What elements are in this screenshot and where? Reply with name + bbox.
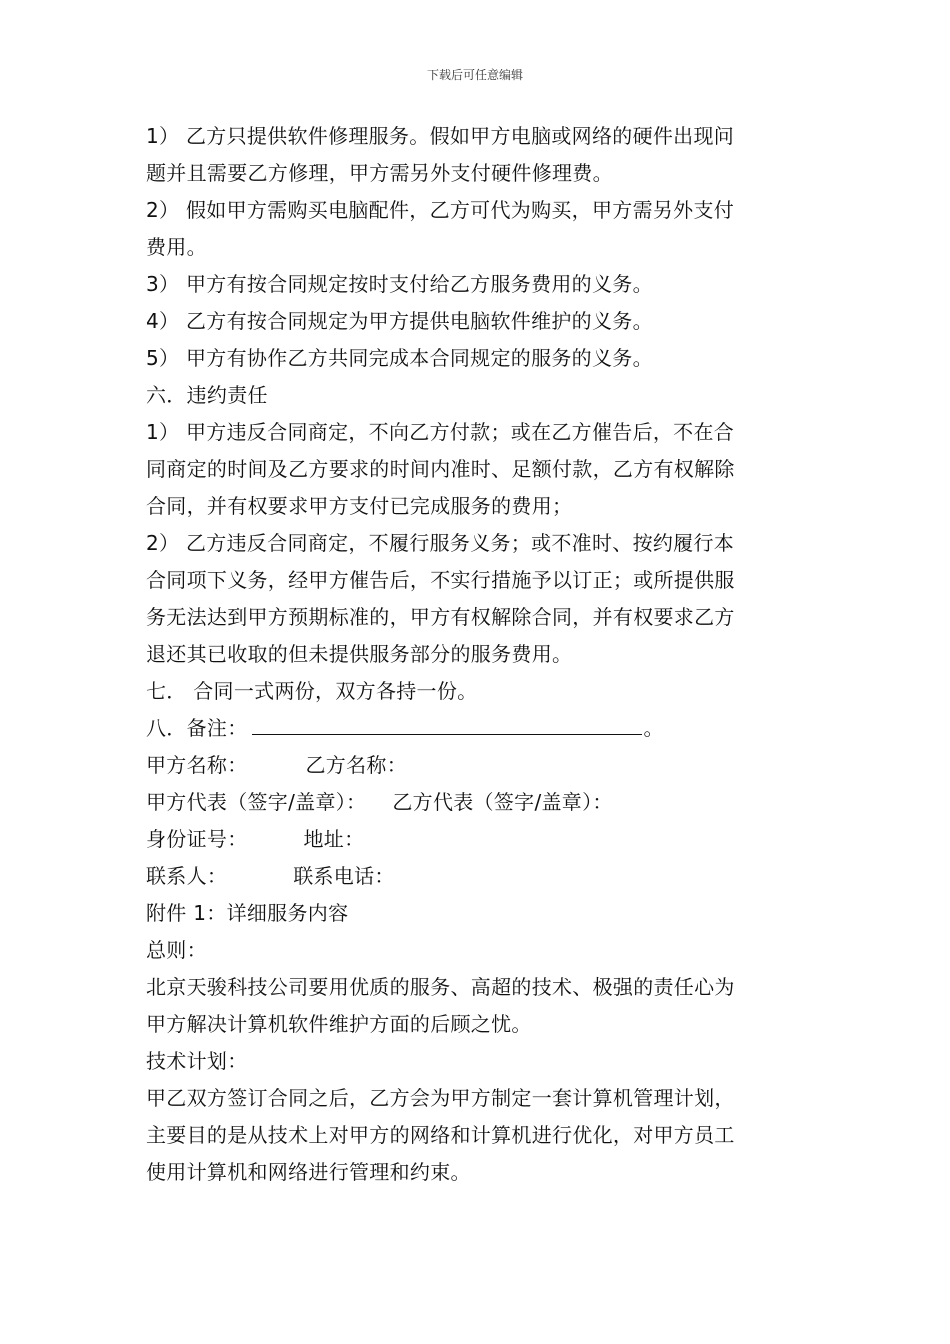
paragraph-line: 2） 乙方违反合同商定，不履行服务义务；或不准时、按约履行本	[146, 531, 735, 555]
section-heading: 总则：	[146, 938, 207, 962]
address-label: 地址：	[303, 827, 365, 851]
paragraph-line: 题并且需要乙方修理，甲方需另外支付硬件修理费。	[146, 161, 613, 185]
paragraph-line: 3） 甲方有按合同规定按时支付给乙方服务费用的义务。	[146, 272, 653, 296]
paragraph-line: 务无法达到甲方预期标准的，甲方有权解除合同，并有权要求乙方	[146, 605, 735, 629]
party-b-rep-label: 乙方代表（签字/盖章）：	[392, 790, 613, 814]
party-a-rep-label: 甲方代表（签字/盖章）：	[146, 790, 367, 814]
paragraph-line: 同商定的时间及乙方要求的时间内准时、足额付款，乙方有权解除	[146, 457, 735, 481]
paragraph-line: 合同，并有权要求甲方支付已完成服务的费用；	[146, 494, 573, 518]
id-address-line	[146, 821, 810, 858]
paragraph-line: 费用。	[146, 235, 207, 259]
paragraph-line: 甲方解决计算机软件维护方面的后顾之忧。	[146, 1012, 532, 1036]
section-heading: 七． 合同一式两份，双方各持一份。	[146, 679, 478, 703]
remarks-blank-field	[252, 710, 642, 735]
paragraph-line: 5） 甲方有协作乙方共同完成本合同规定的服务的义务。	[146, 346, 653, 370]
paragraph-line: 1） 甲方违反合同商定，不向乙方付款；或在乙方催告后，不在合	[146, 420, 735, 444]
document-body	[146, 118, 810, 1191]
paragraph-line: 甲乙双方签订合同之后，乙方会为甲方制定一套计算机管理计划，	[146, 1086, 735, 1110]
attachment-title: 附件 1：详细服务内容	[146, 901, 349, 925]
page-header: 下载后可任意编辑	[426, 68, 523, 82]
id-number-label: 身份证号：	[146, 827, 248, 851]
paragraph-line: 1） 乙方只提供软件修理服务。假如甲方电脑或网络的硬件出现问	[146, 124, 735, 148]
remarks-line	[146, 710, 810, 747]
remarks-end: 。	[643, 716, 664, 740]
party-name-line	[146, 747, 810, 784]
paragraph-line: 主要目的是从技术上对甲方的网络和计算机进行优化，对甲方员工	[146, 1123, 735, 1147]
paragraph-line: 使用计算机和网络进行管理和约束。	[146, 1160, 471, 1184]
paragraph-line: 2） 假如甲方需购买电脑配件，乙方可代为购买，甲方需另外支付	[146, 198, 735, 222]
remarks-label: 八．备注：	[146, 716, 248, 740]
party-b-name-label: 乙方名称：	[305, 753, 407, 777]
paragraph-line: 退还其已收取的但未提供服务部分的服务费用。	[146, 642, 573, 666]
contact-person-label: 联系人：	[146, 864, 228, 888]
contact-line	[146, 858, 810, 895]
paragraph-line: 4） 乙方有按合同规定为甲方提供电脑软件维护的义务。	[146, 309, 653, 333]
section-heading: 六．违约责任	[146, 383, 268, 407]
paragraph-line: 北京天骏科技公司要用优质的服务、高超的技术、极强的责任心为	[146, 975, 735, 999]
paragraph-line: 合同项下义务，经甲方催告后，不实行措施予以订正；或所提供服	[146, 568, 735, 592]
contact-phone-label: 联系电话：	[293, 864, 395, 888]
section-heading: 技术计划：	[146, 1049, 248, 1073]
party-rep-line	[146, 784, 810, 821]
party-a-name-label: 甲方名称：	[146, 753, 248, 777]
